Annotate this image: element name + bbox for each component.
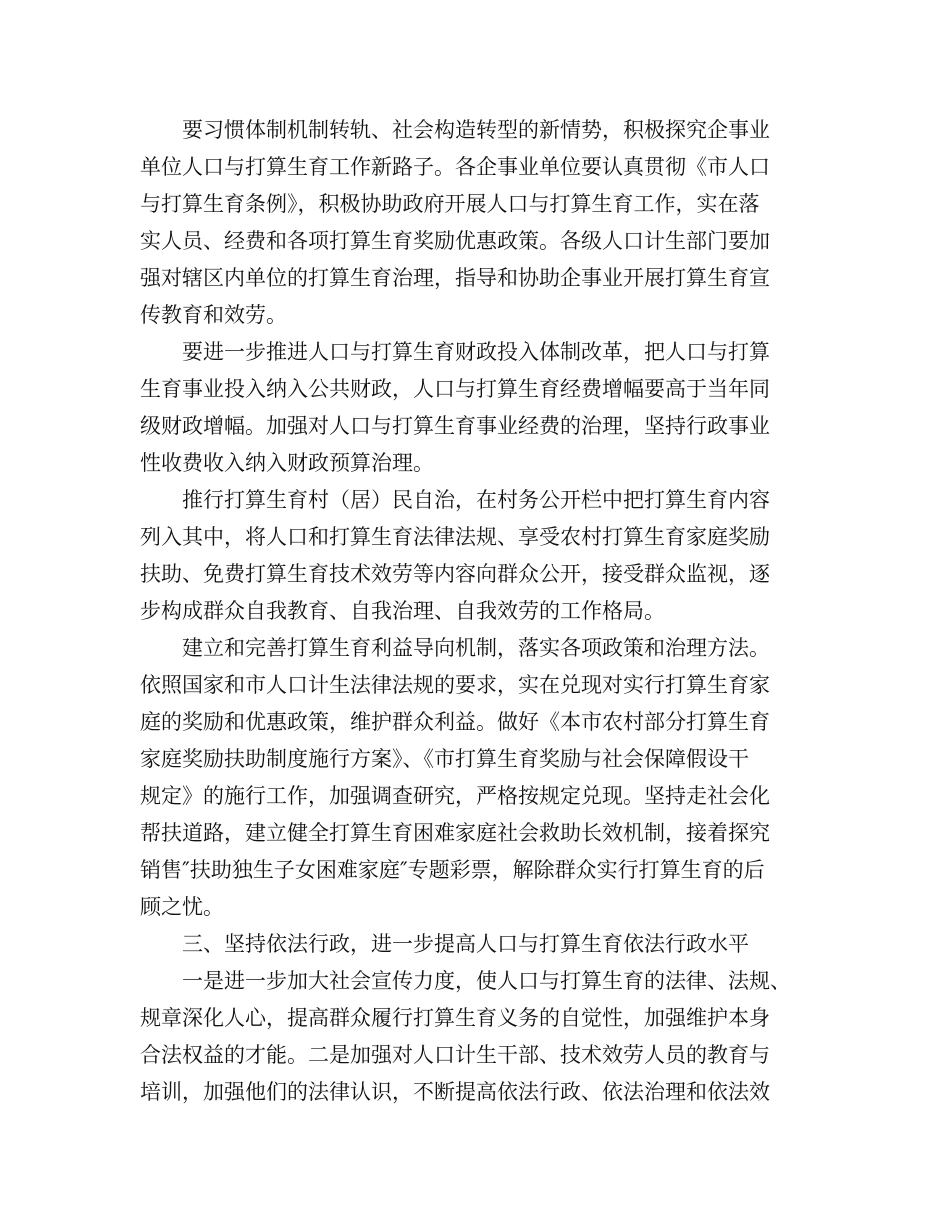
paragraph-line: 依照国家和市人口计生法律法规的要求，实在兑现对实行打算生育家 <box>140 673 770 697</box>
document-body <box>140 112 830 1111</box>
paragraph-line: 生育事业投入纳入公共财政，人口与打算生育经费增幅要高于当年同 <box>140 377 770 401</box>
paragraph-line: 列入其中，将人口和打算生育法律法规、享受农村打算生育家庭奖励 <box>140 525 770 549</box>
paragraph-line: 要习惯体制机制转轨、社会构造转型的新情势，积极探究企事业 <box>182 118 770 142</box>
paragraph-line: 实人员、经费和各项打算生育奖励优惠政策。各级人口计生部门要加 <box>140 229 770 253</box>
paragraph-line: 顾之忧。 <box>140 895 224 919</box>
paragraph-line: 培训，加强他们的法律认识，不断提高依法行政、依法治理和依法效 <box>140 1080 770 1104</box>
paragraph-line: 传教育和效劳。 <box>140 303 287 327</box>
paragraph-line: 建立和完善打算生育利益导向机制，落实各项政策和治理方法。 <box>182 636 770 660</box>
paragraph-line: 单位人口与打算生育工作新路子。各企事业单位要认真贯彻《市人口 <box>140 155 770 179</box>
paragraph-line: 步构成群众自我教育、自我治理、自我效劳的工作格局。 <box>140 599 665 623</box>
paragraph-line: 级财政增幅。加强对人口与打算生育事业经费的治理，坚持行政事业 <box>140 414 770 438</box>
paragraph-line: 强对辖区内单位的打算生育治理，指导和协助企事业开展打算生育宣 <box>140 266 770 290</box>
paragraph-line: 规定》的施行工作，加强调查研究，严格按规定兑现。坚持走社会化 <box>140 784 770 808</box>
paragraph-line: 推行打算生育村（居）民自治，在村务公开栏中把打算生育内容 <box>182 488 770 512</box>
paragraph-line: 庭的奖励和优惠政策，维护群众利益。做好《本市农村部分打算生育 <box>140 710 770 734</box>
paragraph-line: 性收费收入纳入财政预算治理。 <box>140 451 434 475</box>
paragraph-line: 扶助、免费打算生育技术效劳等内容向群众公开，接受群众监视，逐 <box>140 562 770 586</box>
paragraph-line: 合法权益的才能。二是加强对人口计生干部、技术效劳人员的教育与 <box>140 1043 770 1067</box>
paragraph-line: 一是进一步加大社会宣传力度，使人口与打算生育的法律、法规、 <box>182 969 791 993</box>
paragraph-line: 销售″扶助独生子女困难家庭″专题彩票，解除群众实行打算生育的后 <box>140 858 765 882</box>
paragraph-line: 帮扶道路，建立健全打算生育困难家庭社会救助长效机制，接着探究 <box>140 821 770 845</box>
section-heading: 三、坚持依法行政，进一步提高人口与打算生育依法行政水平 <box>182 932 749 956</box>
paragraph-line: 与打算生育条例》，积极协助政府开展人口与打算生育工作，实在落 <box>140 192 760 216</box>
paragraph-line: 家庭奖励扶助制度施行方案》、《市打算生育奖励与社会保障假设干 <box>140 747 749 771</box>
paragraph-line: 规章深化人心，提高群众履行打算生育义务的自觉性，加强维护本身 <box>140 1006 770 1030</box>
paragraph-line: 要进一步推进人口与打算生育财政投入体制改革，把人口与打算 <box>182 340 770 364</box>
